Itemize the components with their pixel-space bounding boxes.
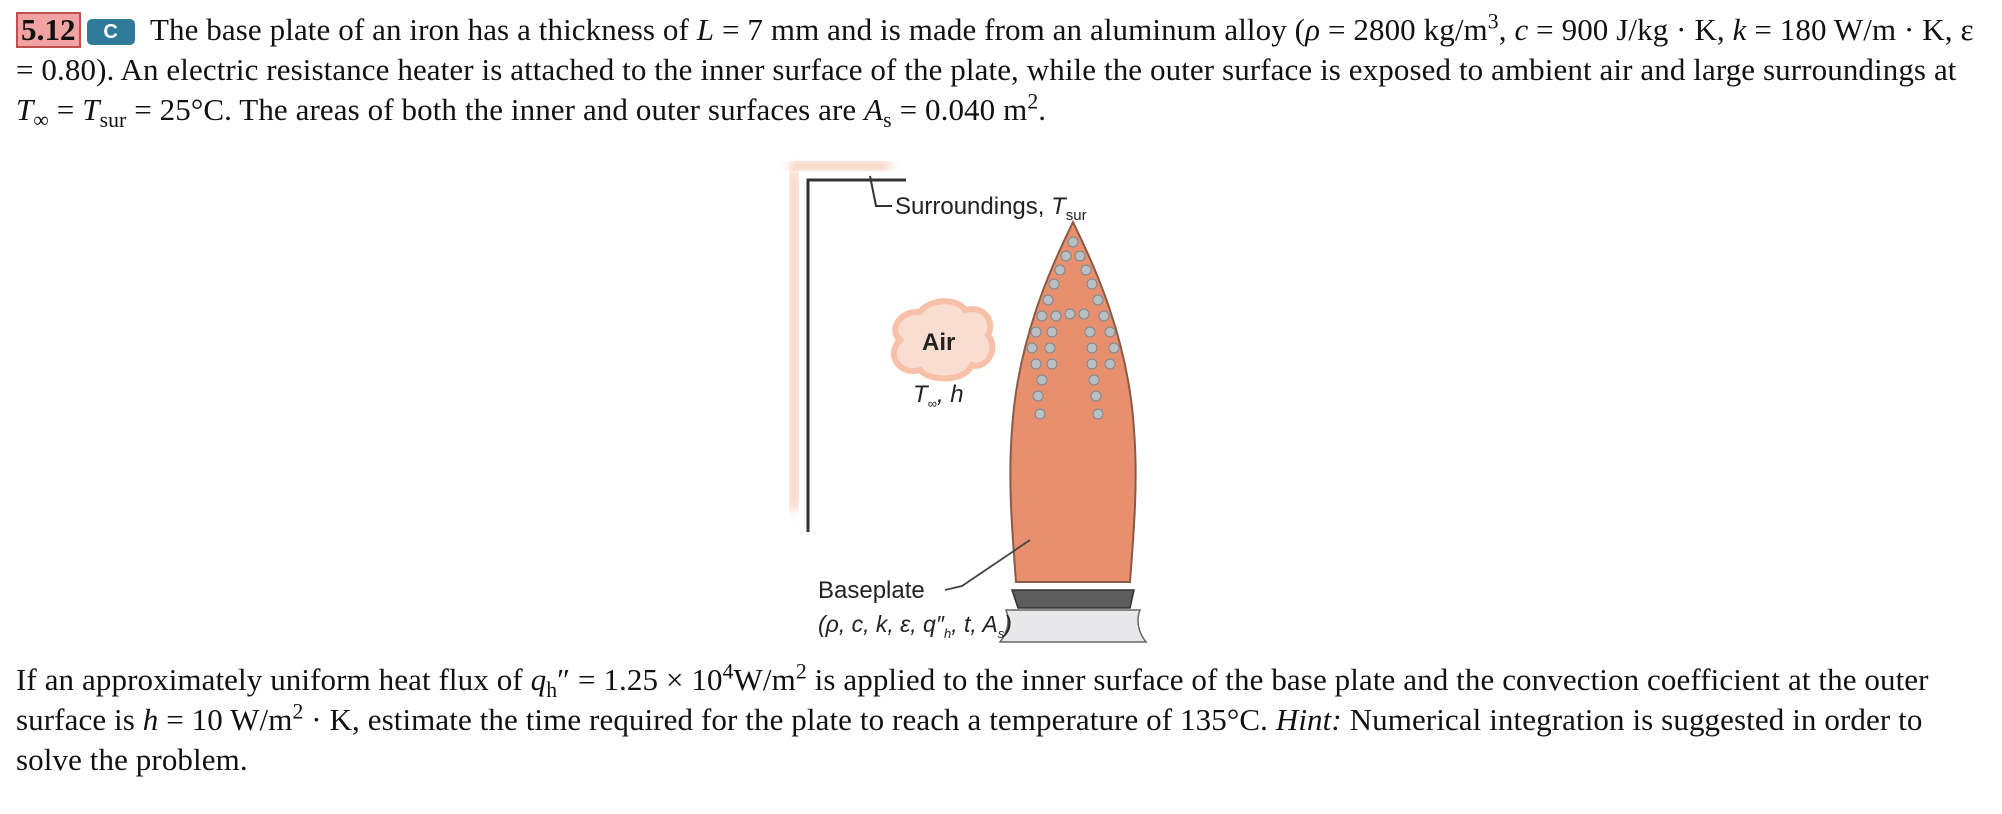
steam-hole	[1031, 359, 1041, 369]
text-segment: .	[1038, 92, 1047, 127]
steam-hole	[1051, 311, 1061, 321]
symbol-c: c	[1514, 12, 1529, 47]
symbol-h: h	[142, 702, 159, 737]
steam-hole	[1068, 237, 1078, 247]
steam-hole	[1109, 343, 1119, 353]
text-segment: If an approximately uniform heat flux of	[16, 662, 523, 697]
symbol-q: q	[530, 662, 547, 697]
superscript: 4	[722, 659, 734, 684]
steam-hole	[1065, 309, 1075, 319]
steam-hole	[1087, 359, 1097, 369]
text-segment: is applied to the inner surface of the base plate and the convection coefficient at the outer surface is	[16, 662, 1929, 737]
text-segment: = 2800 kg/m	[1327, 12, 1488, 47]
steam-hole	[1099, 311, 1109, 321]
steam-hole	[1033, 391, 1043, 401]
subscript: s	[883, 108, 892, 133]
text-segment: = 180 W/m · K, ε = 0.80). An electric resistance heater is attached to the inner surface of the plate, while the outer surface is exposed to ambient air and large surroundings at	[16, 12, 1974, 87]
symbol-A: A	[864, 92, 884, 127]
text-segment: = 10 W/m	[166, 702, 293, 737]
steam-hole	[1079, 309, 1089, 319]
subscript: ∞	[33, 108, 49, 133]
iron-body	[1000, 222, 1146, 642]
text-segment: = 900 J/kg · K,	[1536, 12, 1725, 47]
hint-label: Hint:	[1275, 702, 1342, 737]
text-segment: = 1.25 × 10	[570, 662, 723, 697]
iron-figure	[780, 150, 1240, 650]
steam-hole	[1089, 375, 1099, 385]
steam-hole	[1043, 295, 1053, 305]
steam-hole	[1087, 343, 1097, 353]
prime-mark: ″	[557, 662, 571, 697]
steam-hole	[1061, 251, 1071, 261]
steam-hole	[1093, 295, 1103, 305]
steam-hole	[1105, 359, 1115, 369]
steam-hole	[1045, 343, 1055, 353]
steam-hole	[1081, 265, 1091, 275]
steam-hole	[1085, 327, 1095, 337]
steam-hole	[1091, 391, 1101, 401]
steam-hole	[1087, 279, 1097, 289]
superscript: 2	[1027, 89, 1039, 114]
subscript: sur	[99, 108, 127, 133]
text-segment: =	[56, 92, 75, 127]
computer-badge-icon: C	[87, 19, 135, 45]
steam-hole	[1049, 279, 1059, 289]
superscript: 2	[795, 659, 807, 684]
text-segment: = 7 mm and is made from an aluminum alloy (	[721, 12, 1306, 47]
problem-number: 5.12	[16, 12, 81, 48]
text-segment: = 25°C. The areas of both the inner and outer surfaces are	[134, 92, 857, 127]
symbol-L: L	[696, 12, 715, 47]
symbol-rho: ρ	[1305, 12, 1321, 47]
problem-question	[16, 660, 1991, 780]
steam-hole	[1093, 409, 1103, 419]
steam-hole	[1027, 343, 1037, 353]
steam-hole	[1105, 327, 1115, 337]
steam-hole	[1037, 311, 1047, 321]
air-properties: $T_\infty$, h	[913, 381, 964, 411]
superscript: 3	[1487, 9, 1499, 34]
steam-hole	[1047, 359, 1057, 369]
steam-hole	[1047, 327, 1057, 337]
text-segment: The base plate of an iron has a thickness of	[149, 12, 689, 47]
subscript: h	[546, 678, 558, 703]
text-segment: · K, estimate the time required for the plate to reach a temperature of 135°C.	[303, 702, 1268, 737]
hint-text: Numerical integration is suggested in order to solve the problem.	[16, 702, 1923, 777]
problem-statement	[16, 9, 1991, 133]
surroundings-wall	[790, 162, 906, 532]
steam-hole	[1075, 251, 1085, 261]
steam-hole	[1035, 409, 1045, 419]
text-segment: = 0.040 m	[899, 92, 1028, 127]
air-label: Air	[922, 329, 956, 356]
steam-hole	[1037, 375, 1047, 385]
baseplate-properties: (ρ, c, k, ε, $q''_h$, t, $A_s$)	[818, 611, 1012, 641]
symbol-T: T	[16, 92, 34, 127]
surroundings-label: Surroundings, $T_{sur}$	[895, 193, 1087, 224]
steam-hole	[1055, 265, 1065, 275]
text-segment: W/m	[733, 662, 796, 697]
baseplate-label: Baseplate	[818, 577, 925, 604]
superscript: 2	[292, 699, 304, 724]
symbol-k: k	[1732, 12, 1747, 47]
text-segment: ,	[1498, 12, 1507, 47]
steam-hole	[1031, 327, 1041, 337]
symbol-T: T	[82, 92, 100, 127]
